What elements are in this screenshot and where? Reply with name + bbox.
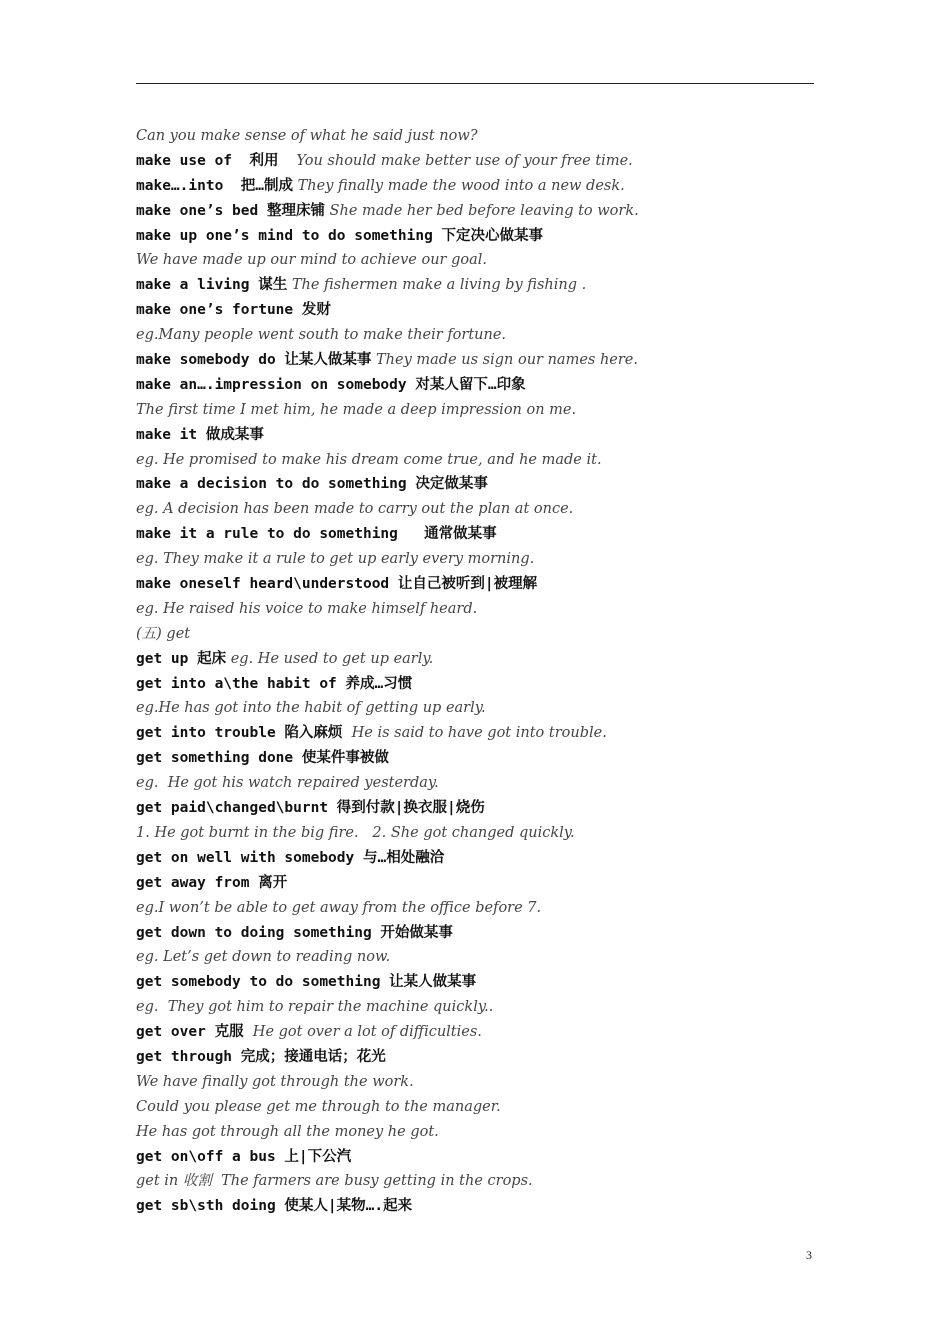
example-sentence: He is said to have got into trouble. xyxy=(342,725,607,742)
phrase: make up one’s mind to do something 下定决心做某事 xyxy=(136,227,544,244)
phrase: get away from 离开 xyxy=(136,874,288,891)
text-line xyxy=(136,970,856,995)
phrase: get through 完成；接通电话；花光 xyxy=(136,1048,386,1065)
phrase: make it 做成某事 xyxy=(136,426,264,443)
phrase: make it a rule to do something 通常做某事 xyxy=(136,526,497,543)
text-line xyxy=(136,1194,856,1219)
text-line xyxy=(136,398,856,423)
text-line xyxy=(136,1095,856,1120)
phrase: get over 克服 xyxy=(136,1024,244,1041)
text-line xyxy=(136,821,856,846)
example-sentence: The fishermen make a living by fishing . xyxy=(287,277,587,294)
phrase: get somebody to do something 让某人做某事 xyxy=(136,974,477,991)
phrase: get paid\changed\burnt 得到付款|换衣服|烧伤 xyxy=(136,800,485,817)
example-sentence: eg.Many people went south to make their fortune. xyxy=(136,327,507,344)
phrase: get up 起床 xyxy=(136,650,227,667)
text-line xyxy=(136,448,856,473)
example-sentence: Could you please get me through to the manager. xyxy=(136,1098,501,1115)
text-line xyxy=(136,1169,856,1194)
example-sentence: eg. He got his watch repaired yesterday. xyxy=(136,775,439,792)
text-line xyxy=(136,746,856,771)
example-sentence: We have made up our mind to achieve our goal. xyxy=(136,252,487,269)
phrase: get down to doing something 开始做某事 xyxy=(136,924,453,941)
example-sentence: get in 收割 The farmers are busy getting in the crops. xyxy=(136,1173,533,1190)
text-line xyxy=(136,1045,856,1070)
phrase: make a decision to do something 决定做某事 xyxy=(136,476,488,493)
text-line xyxy=(136,423,856,448)
text-line xyxy=(136,1145,856,1170)
text-line xyxy=(136,846,856,871)
phrase: make somebody do 让某人做某事 xyxy=(136,352,372,369)
phrase: make a living 谋生 xyxy=(136,277,288,294)
phrase: get sb\sth doing 使某人|某物….起来 xyxy=(136,1198,413,1215)
text-line xyxy=(136,1120,856,1145)
phrase: make one’s fortune 发财 xyxy=(136,302,331,319)
text-line xyxy=(136,696,856,721)
text-line xyxy=(136,672,856,697)
example-sentence: eg. Let’s get down to reading now. xyxy=(136,949,391,966)
phrase: get something done 使某件事被做 xyxy=(136,750,389,767)
example-sentence: eg.I won’t be able to get away from the office before 7. xyxy=(136,899,542,916)
text-line xyxy=(136,174,856,199)
example-sentence: eg.He has got into the habit of getting up early. xyxy=(136,700,486,717)
example-sentence: He has got through all the money he got. xyxy=(136,1123,439,1140)
phrase: make an….impression on somebody 对某人留下…印象 xyxy=(136,376,526,393)
example-sentence: You should make better use of your free time. xyxy=(287,152,633,169)
example-sentence: The first time I met him, he made a deep impression on me. xyxy=(136,401,577,418)
example-sentence: 1. He got burnt in the big fire. 2. She got changed quickly. xyxy=(136,824,575,841)
text-line xyxy=(136,224,856,249)
page-number: 3 xyxy=(806,1248,812,1262)
example-sentence: eg. They got him to repair the machine quickly.. xyxy=(136,999,494,1016)
example-sentence: (五) get xyxy=(136,625,191,642)
text-line xyxy=(136,721,856,746)
example-sentence: eg. He used to get up early. xyxy=(226,650,434,667)
text-line xyxy=(136,124,856,149)
phrase: get on\off a bus 上|下公汽 xyxy=(136,1148,352,1165)
example-sentence: They made us sign our names here. xyxy=(371,352,638,369)
text-line xyxy=(136,248,856,273)
phrase-list xyxy=(136,124,856,1219)
text-line xyxy=(136,647,856,672)
text-line xyxy=(136,871,856,896)
example-sentence: eg. He raised his voice to make himself heard. xyxy=(136,600,478,617)
example-sentence: He got over a lot of difficulties. xyxy=(243,1024,482,1041)
example-sentence: eg. He promised to make his dream come true, and he made it. xyxy=(136,451,602,468)
header-rule xyxy=(136,83,814,84)
example-sentence: She made her bed before leaving to work. xyxy=(324,202,639,219)
text-line xyxy=(136,945,856,970)
text-line xyxy=(136,273,856,298)
phrase: get into a\the habit of 养成…习惯 xyxy=(136,675,413,692)
example-sentence: eg. They make it a rule to get up early every morning. xyxy=(136,551,535,568)
text-line xyxy=(136,348,856,373)
phrase: get into trouble 陷入麻烦 xyxy=(136,725,343,742)
phrase: make use of 利用 xyxy=(136,152,288,169)
text-line xyxy=(136,796,856,821)
text-line xyxy=(136,921,856,946)
phrase: get on well with somebody 与…相处融洽 xyxy=(136,849,445,866)
text-line xyxy=(136,497,856,522)
text-line xyxy=(136,995,856,1020)
text-line xyxy=(136,896,856,921)
text-line xyxy=(136,1020,856,1045)
text-line xyxy=(136,298,856,323)
text-line xyxy=(136,522,856,547)
phrase: make….into 把…制成 xyxy=(136,177,293,194)
example-sentence: Can you make sense of what he said just now? xyxy=(136,128,478,144)
phrase: make oneself heard\understood 让自己被听到|被理解 xyxy=(136,576,538,593)
text-line xyxy=(136,771,856,796)
example-sentence: eg. A decision has been made to carry out the plan at once. xyxy=(136,501,574,518)
text-line xyxy=(136,622,856,647)
text-line xyxy=(136,472,856,497)
phrase: make one’s bed 整理床铺 xyxy=(136,202,325,219)
text-line xyxy=(136,149,856,174)
text-line xyxy=(136,373,856,398)
text-line xyxy=(136,199,856,224)
text-line xyxy=(136,597,856,622)
text-line xyxy=(136,323,856,348)
text-line xyxy=(136,1070,856,1095)
example-sentence: They finally made the wood into a new desk. xyxy=(293,177,625,194)
text-line xyxy=(136,572,856,597)
text-line xyxy=(136,547,856,572)
example-sentence: We have finally got through the work. xyxy=(136,1073,414,1090)
